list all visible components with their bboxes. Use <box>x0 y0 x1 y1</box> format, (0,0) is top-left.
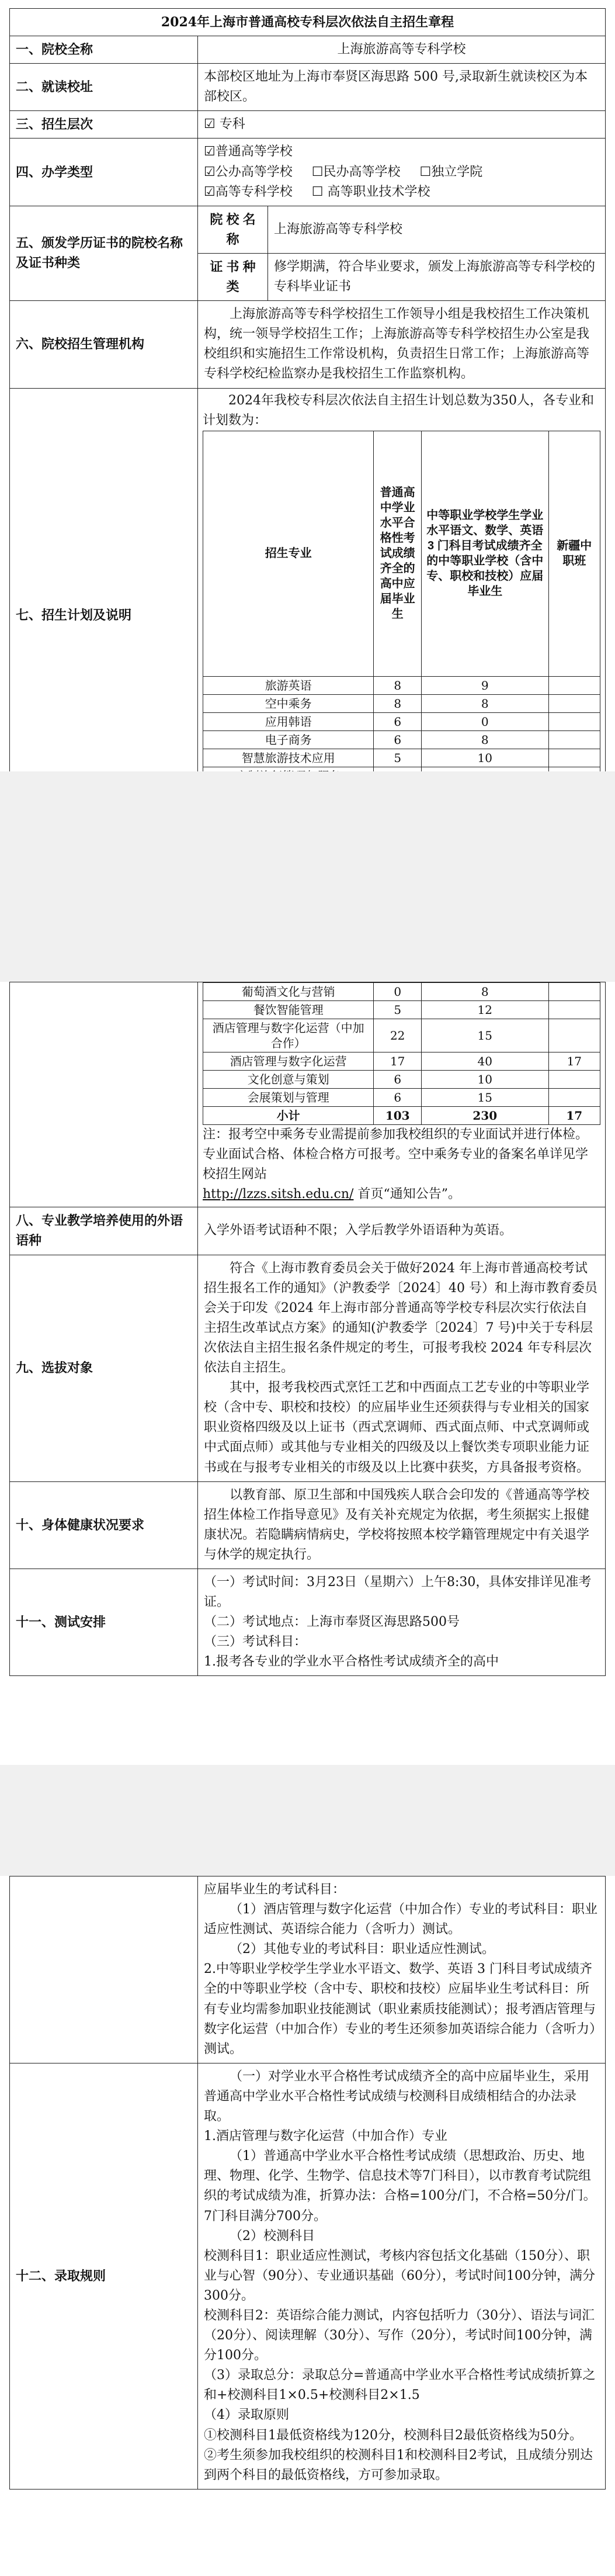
plan-total-row <box>203 1107 600 1125</box>
count-vocational: 8 <box>421 983 548 1001</box>
plan-cell-continued <box>198 982 606 1207</box>
page-2 <box>0 982 615 1765</box>
test-time: （一）考试时间：3月23日（星期六）上午8:30，具体安排详见准考证。 <box>204 1574 592 1610</box>
plan-note: 注：报考空中乘务专业需提前参加我校组织的专业面试并进行体检。专业面试合格、体检合格方可报考。空中乘务专业的备案名单详见学校招生网站 http://lzzs.sitsh.edu.cn/ 首页“通知公告”。 <box>203 1127 589 1202</box>
page-3 <box>0 1876 615 2576</box>
page-1 <box>0 0 615 771</box>
plan-row <box>203 730 600 749</box>
plan-row <box>203 1019 600 1052</box>
count-xinjiang <box>548 712 600 730</box>
count-xinjiang <box>548 1019 600 1052</box>
count-vocational: 10 <box>421 1071 548 1089</box>
major-name: 会展策划与管理 <box>203 1089 374 1107</box>
plan-row <box>203 749 600 767</box>
count-vocational: 10 <box>421 749 548 767</box>
count-xinjiang <box>548 694 600 712</box>
plan-header-xinjiang: 新疆中职班 <box>548 431 600 676</box>
rules-paragraph-1: （一）对学业水平合格性考试成绩齐全的高中应届毕业生，采用普通高中学业水平合格性考试成绩与校测科目成绩相结合的办法录取。 <box>204 2069 590 2124</box>
sublabel-cert-type: 证 书 种 类 <box>198 253 268 300</box>
plan-row <box>203 712 600 730</box>
rules-paragraph-4: （2）校测科目 <box>230 2228 315 2243</box>
rules-paragraph-10: ②考生须参加我校组织的校测科目1和校测科目2考试，且成绩分别达到两个科目的最低资格线，方可参加录取。 <box>204 2447 593 2482</box>
major-name: 应用韩语 <box>203 712 374 730</box>
count-highschool: 0 <box>374 983 422 1001</box>
test-subjects-vocational: 2.中等职业学校学生学业水平语文、数学、英语 3 门科目考试成绩齐全的中等职业学校（含中专、职校和技校）应届毕业生考试科目：所有专业均需参加职业技能测试（职业素质技能测试）；报考酒店管理与数字化运营（中加合作）专业的考生还须参加英语综合能力（含听力）测试。 <box>204 1962 596 2056</box>
count-vocational: 40 <box>421 1052 548 1071</box>
major-name: 餐饮智能管理 <box>203 1001 374 1019</box>
value-school-name: 上海旅游高等专科学校 <box>198 36 606 64</box>
count-highschool: 8 <box>374 694 422 712</box>
plan-rows-b <box>203 983 600 1125</box>
plan-header-major: 招生专业 <box>203 431 374 676</box>
count-highschool: 6 <box>374 730 422 749</box>
option-private: ☐民办高等学校 <box>311 164 401 179</box>
count-xinjiang: 17 <box>548 1052 600 1071</box>
count-highschool: 8 <box>374 676 422 694</box>
page-gap-2 <box>0 1765 615 1876</box>
rules-paragraph-7: （3）录取总分：录取总分=普通高中学业水平合格性考试成绩折算之和+校测科目1×0.5+校测科目2×1.5 <box>204 2368 596 2403</box>
count-highschool: 17 <box>374 1052 422 1071</box>
option-vocational: ☐ 高等职业技术学校 <box>311 184 430 199</box>
rules-paragraph-2: 1.酒店管理与数字化运营（中加合作）专业 <box>204 2129 447 2144</box>
major-name: 葡萄酒文化与营销 <box>203 983 374 1001</box>
major-name: 智慧旅游技术应用 <box>203 749 374 767</box>
option-junior-college: ☑高等专科学校 <box>204 184 293 199</box>
label-language: 八、专业教学培养使用的外语语种 <box>10 1207 198 1255</box>
charter-table-part-2 <box>9 982 606 1676</box>
count-xinjiang <box>548 1089 600 1107</box>
value-level: ☑ 专科 <box>198 111 606 139</box>
test-subjects-heading: （三）考试科目： <box>204 1635 307 1650</box>
major-name: 旅游英语 <box>203 676 374 694</box>
major-name: 酒店管理与数字化运营（中加合作） <box>203 1019 374 1052</box>
selection-paragraph-1: 符合《上海市教育委员会关于做好2024 年上海市普通高校考试招生报名工作的通知》（沪教委学〔2024〕40 号）和上海市教育委员会关于印发《2024 年上海市部分普通高等学校专科层次实行依法自主招生改革试点方案》的通知(沪教委学〔2024〕7 号)中关于专科层次依法自主招生报名条件规定的考生，可报考我校 2024 年专科层次依法自主招生。 <box>204 1261 597 1376</box>
count-xinjiang <box>548 730 600 749</box>
count-vocational: 15 <box>421 1089 548 1107</box>
label-certificate: 五、颁发学历证书的院校名称及证书种类 <box>10 206 198 300</box>
test-subjects-highschool: 应届毕业生的考试科目： <box>204 1882 346 1897</box>
plan-row <box>203 1052 600 1071</box>
total-highschool: 103 <box>374 1107 422 1125</box>
rules-paragraph-5: 校测科目1：职业适应性测试，考核内容包括文化基础（150分）、职业与心智（90分）、专业通识基础（60分），考试时间100分钟，满分300分。 <box>204 2248 595 2303</box>
label-campus: 二、就读校址 <box>10 64 198 111</box>
count-highschool: 5 <box>374 1001 422 1019</box>
plan-row <box>203 1089 600 1107</box>
total-xinjiang: 17 <box>548 1107 600 1125</box>
label-selection: 九、选拔对象 <box>10 1255 198 1481</box>
major-name: 空中乘务 <box>203 694 374 712</box>
label-test-schedule: 十一、测试安排 <box>10 1569 198 1675</box>
major-name: 酒店管理与数字化运营 <box>203 1052 374 1071</box>
value-cert-type: 修学期满，符合毕业要求，颁发上海旅游高等专科学校的专科毕业证书 <box>268 253 606 300</box>
total-vocational: 230 <box>421 1107 548 1125</box>
test-subjects-other: （2）其他专业的考试科目：职业适应性测试。 <box>230 1942 495 1957</box>
plan-header-vocational: 中等职业学校学生学业水平语文、数学、英语 3 门科目考试成绩齐全的中等职业学校（含中专、职校和技校）应届毕业生 <box>421 431 548 676</box>
count-xinjiang <box>548 983 600 1001</box>
test-subjects-item-1: 1.报考各专业的学业水平合格性考试成绩齐全的高中 <box>204 1654 499 1670</box>
sublabel-issuer: 院 校 名 称 <box>198 206 268 253</box>
rules-paragraph-6: 校测科目2：英语综合能力测试，内容包括听力（30分）、语法与词汇（20分）、阅读理解（30分）、写作（20分），考试时间100分钟，满分100分。 <box>204 2308 595 2363</box>
rules-paragraph-9: ①校测科目1最低资格线为120分，校测科目2最低资格线为50分。 <box>204 2428 582 2443</box>
selection-paragraph-2: 其中，报考我校西式烹饪工艺和中西面点工艺专业的中等职业学校（含中专、职校和技校）的应届毕业生还须获得与专业相关的国家职业资格四级及以上证书（西式烹调师、西式面点师、中式烹调师或中式面点师）或其他与专业相关的四级及以上餐饮类专项职业能力证书或在与报考专业相关的市级及以上比赛中获奖，方具备报考资格。 <box>204 1380 590 1475</box>
charter-table-part-3 <box>9 1876 606 2490</box>
label-health: 十、身体健康状况要求 <box>10 1481 198 1569</box>
rules-paragraph-3: （1）普通高中学业水平合格性考试成绩（思想政治、历史、地理、物理、化学、生物学、信息技术等7门科目），以市教育考试院组织的考试成绩为准，折算办法：合格=100分/门，不合格=50分/门。7门科目满分700分。 <box>204 2149 596 2224</box>
label-plan: 七、招生计划及说明 <box>10 388 198 842</box>
count-vocational: 9 <box>421 676 548 694</box>
count-xinjiang <box>548 1001 600 1019</box>
count-xinjiang <box>548 749 600 767</box>
label-school-name: 一、院校全称 <box>10 36 198 64</box>
value-admin-org: 上海旅游高等专科学校招生工作领导小组是我校招生工作决策机构，统一领导学校招生工作；上海旅游高等专科学校招生办公室是我校组织和实施招生工作常设机构，负责招生日常工作；上海旅游高等专科学校纪检监察办是我校招生工作监察机构。 <box>204 307 590 382</box>
count-highschool: 5 <box>374 749 422 767</box>
school-type-options <box>198 139 606 206</box>
major-name: 电子商务 <box>203 730 374 749</box>
label-level: 三、招生层次 <box>10 111 198 139</box>
plan-row <box>203 676 600 694</box>
total-label: 小计 <box>203 1107 374 1125</box>
option-independent: ☐独立学院 <box>419 164 483 179</box>
value-language: 入学外语考试语种不限；入学后教学外语语种为英语。 <box>198 1207 606 1255</box>
count-vocational: 12 <box>421 1001 548 1019</box>
plan-header-highschool: 普通高中学业水平合格性考试成绩齐全的高中应届毕业生 <box>374 431 422 676</box>
plan-row <box>203 1071 600 1089</box>
count-vocational: 8 <box>421 730 548 749</box>
count-highschool: 6 <box>374 712 422 730</box>
count-highschool: 22 <box>374 1019 422 1052</box>
rules-paragraph-8: （4）录取原则 <box>204 2408 289 2423</box>
count-xinjiang <box>548 1071 600 1089</box>
value-issuer: 上海旅游高等专科学校 <box>268 206 606 253</box>
admissions-website-link[interactable]: http://lzzs.sitsh.edu.cn/ <box>203 1187 354 1202</box>
value-campus: 本部校区地址为上海市奉贤区海思路 500 号,录取新生就读校区为本部校区。 <box>198 64 606 111</box>
label-school-type: 四、办学类型 <box>10 139 198 206</box>
label-admin-org: 六、院校招生管理机构 <box>10 301 198 388</box>
plan-row <box>203 1001 600 1019</box>
count-vocational: 15 <box>421 1019 548 1052</box>
plan-intro: 2024年我校专科层次依法自主招生计划总数为350人，各专业和计划数为： <box>203 393 594 428</box>
count-vocational: 8 <box>421 694 548 712</box>
count-vocational: 0 <box>421 712 548 730</box>
count-highschool: 6 <box>374 1071 422 1089</box>
test-subjects-hotel: （1）酒店管理与数字化运营（中加合作）专业的考试科目：职业适应性测试、英语综合能力（含听力）测试。 <box>204 1902 597 1937</box>
plan-row <box>203 983 600 1001</box>
value-health: 以教育部、原卫生部和中国残疾人联合会印发的《普通高等学校招生体检工作指导意见》及有关补充规定为依据，考生须据实上报健康状况。若隐瞒病情病史，学校将按照本校学籍管理规定中有关退学与休学的规定执行。 <box>204 1487 590 1562</box>
count-xinjiang <box>548 676 600 694</box>
label-admission-rules: 十二、录取规则 <box>10 2063 198 2489</box>
option-public: ☑公办高等学校 <box>204 164 293 179</box>
page-gap-1 <box>0 771 615 982</box>
charter-table-part-1 <box>9 8 606 843</box>
major-name: 文化创意与策划 <box>203 1071 374 1089</box>
page-title: 2024年上海市普通高校专科层次依法自主招生章程 <box>10 9 606 36</box>
count-highschool: 6 <box>374 1089 422 1107</box>
plan-table-part-2 <box>203 982 600 1125</box>
option-ordinary-college: ☑普通高等学校 <box>204 144 293 160</box>
test-location: （二）考试地点：上海市奉贤区海思路500号 <box>204 1615 460 1630</box>
plan-row <box>203 694 600 712</box>
